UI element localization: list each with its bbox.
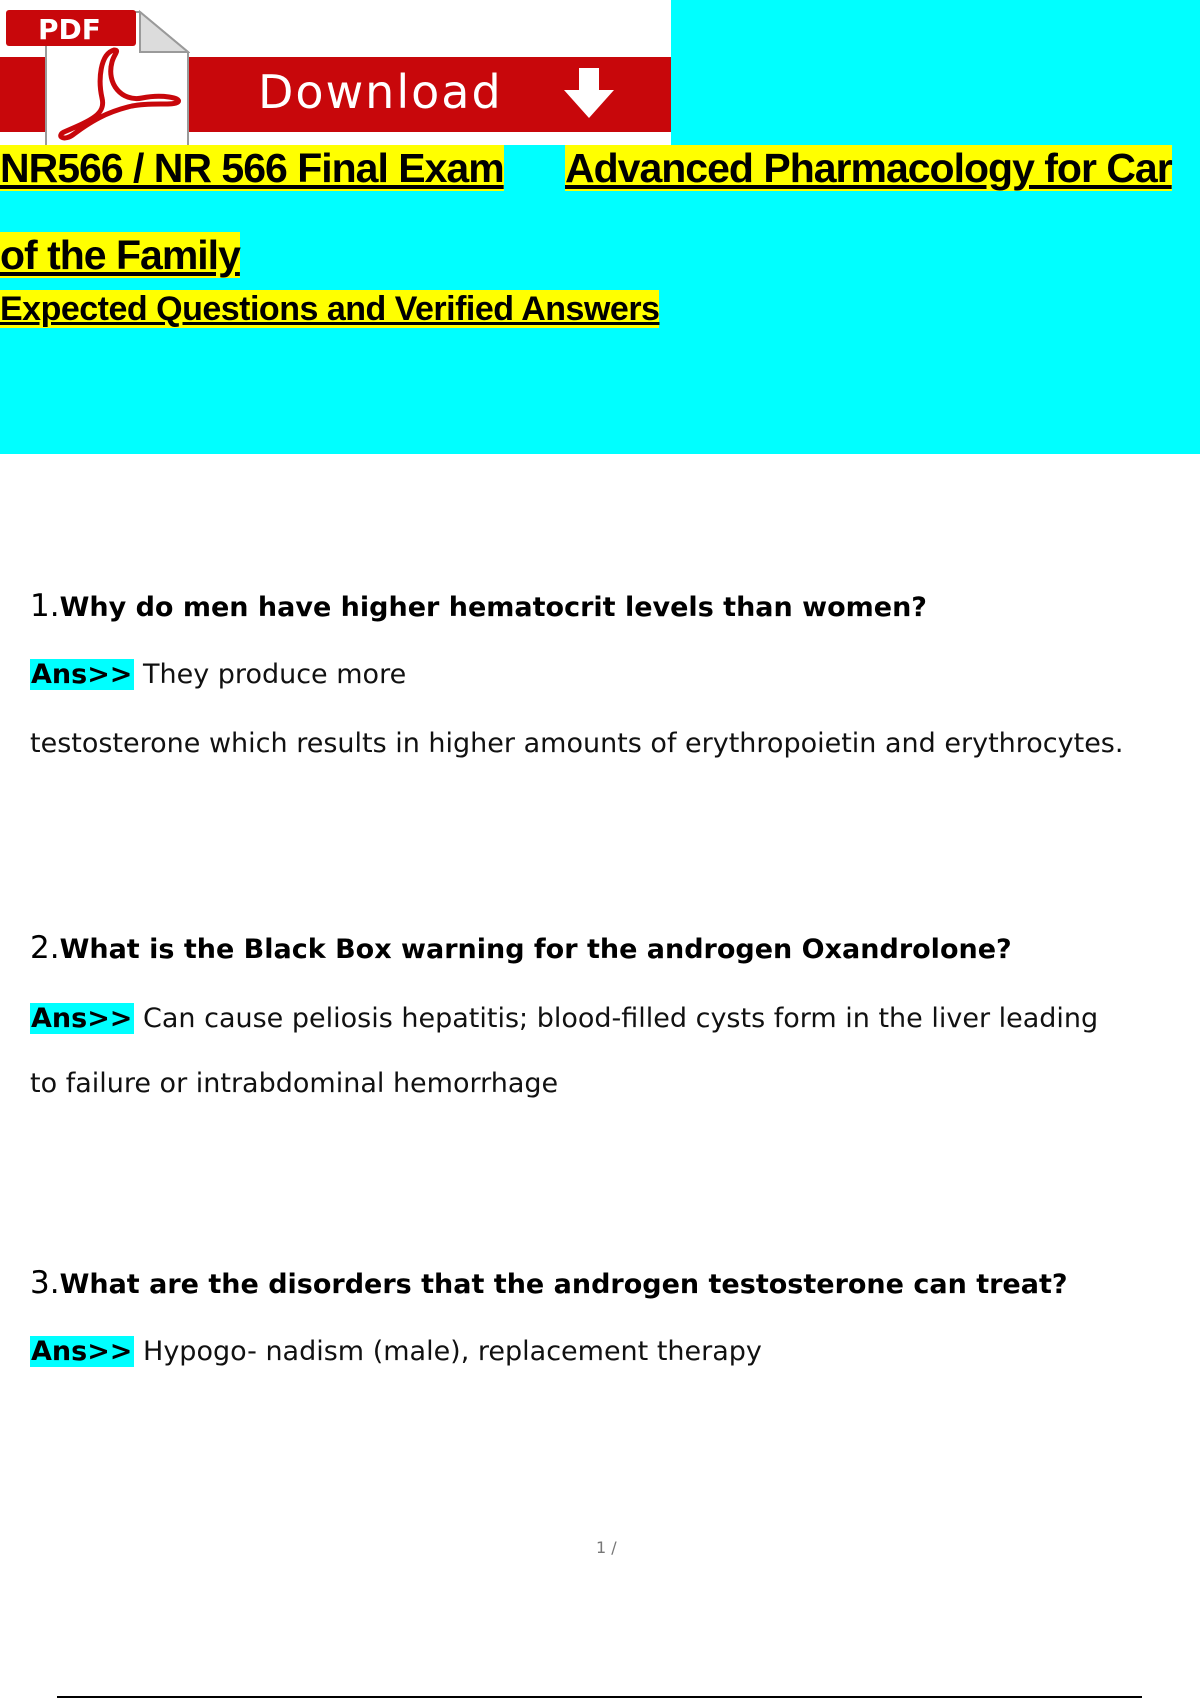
answer-3 [30, 1336, 762, 1367]
title-line-1 [0, 143, 504, 193]
download-label[interactable]: Download [258, 65, 503, 119]
subtitle-text: Expected Questions and Verified Answers [0, 290, 660, 328]
answer-text: They produce more [134, 659, 407, 690]
question-text: What is the Black Box warning for the androgen Oxandrolone? [59, 934, 1012, 965]
answer-2 [30, 1003, 1098, 1034]
subtitle [0, 286, 659, 332]
answer-1 [30, 659, 406, 690]
answer-2-continued: to failure or intrabdominal hemorrhage [30, 1068, 559, 1099]
footer-rule [57, 1696, 1142, 1698]
pdf-icon [2, 2, 190, 148]
answer-text: Can cause peliosis hepatitis; blood-filled cysts form in the liver leading [134, 1003, 1099, 1034]
answer-tag: Ans>> [31, 1003, 133, 1034]
pdf-label: PDF [38, 13, 101, 46]
question-number: 1. [30, 588, 60, 624]
question-1 [30, 588, 927, 624]
question-number: 3. [30, 1265, 60, 1301]
title-part-1: NR566 / NR 566 Final Exam [0, 145, 504, 191]
title-part-3: of the Family [0, 232, 240, 278]
answer-text: Hypogo- nadism (male), replacement therapy [134, 1336, 762, 1367]
title-line-2 [0, 230, 240, 280]
question-2 [30, 930, 1012, 966]
download-arrow-icon[interactable] [562, 68, 616, 120]
answer-1-continued: testosterone which results in higher amounts of erythropoietin and erythrocytes. [30, 728, 1124, 759]
question-text: What are the disorders that the androgen testosterone can treat? [59, 1269, 1068, 1300]
document-header [0, 0, 1200, 454]
title-line-1b [565, 143, 1172, 193]
question-3 [30, 1265, 1068, 1301]
answer-tag: Ans>> [31, 659, 133, 690]
question-number: 2. [30, 930, 60, 966]
page-number: 1 / [596, 1538, 617, 1557]
title-part-2: Advanced Pharmacology for Car [565, 145, 1172, 191]
answer-tag: Ans>> [31, 1336, 133, 1367]
question-text: Why do men have higher hematocrit levels than women? [59, 592, 927, 623]
